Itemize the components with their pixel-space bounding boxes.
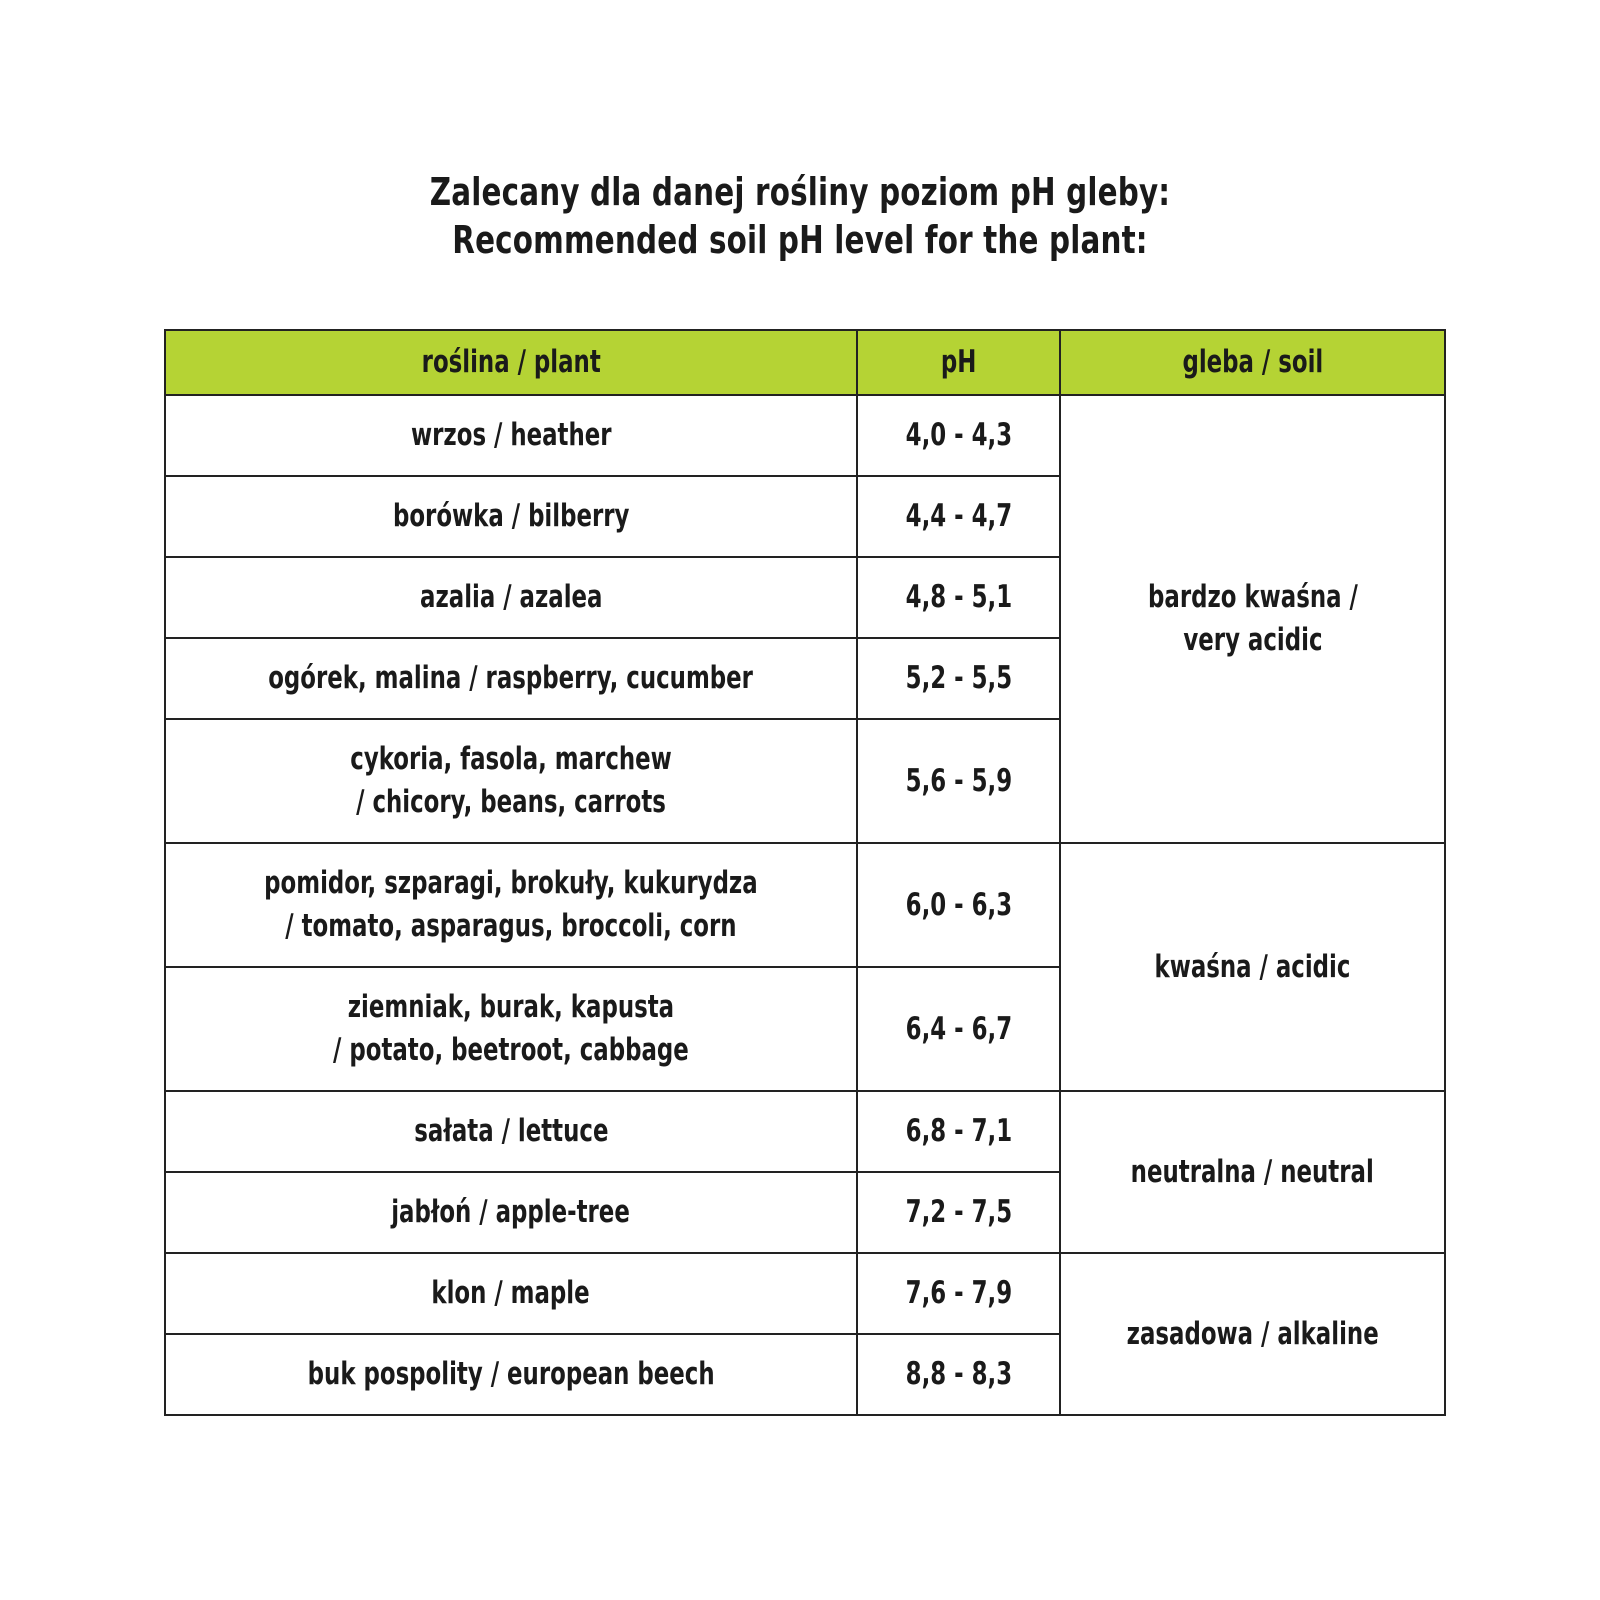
title-line-polish: Zalecany dla danej rośliny poziom pH gleby: xyxy=(429,170,1171,214)
plant-name-line: buk pospolity / european beech xyxy=(307,1356,715,1392)
table-row xyxy=(165,1091,1445,1172)
plant-name-line: sałata / lettuce xyxy=(413,1113,609,1149)
ph-range-cell xyxy=(857,1091,1060,1172)
ph-range-value: 8,8 - 8,3 xyxy=(905,1356,1012,1392)
plant-cell xyxy=(165,967,857,1091)
ph-range-cell xyxy=(857,638,1060,719)
plant-cell xyxy=(165,1091,857,1172)
plant-cell xyxy=(165,719,857,843)
ph-range-value: 4,4 - 4,7 xyxy=(905,498,1012,534)
ph-range-value: 6,0 - 6,3 xyxy=(905,886,1012,923)
plant-name-line: jabłoń / apple-tree xyxy=(391,1194,631,1230)
plant-name-line: borówka / bilberry xyxy=(392,498,630,534)
ph-range-value: 5,2 - 5,5 xyxy=(905,660,1012,696)
soil-type-line: kwaśna / acidic xyxy=(1154,948,1351,985)
plant-cell xyxy=(165,476,857,557)
ph-range-value: 4,0 - 4,3 xyxy=(905,417,1012,453)
soil-type-line: neutralna / neutral xyxy=(1130,1153,1375,1190)
ph-range-cell xyxy=(857,1253,1060,1334)
soil-type-cell xyxy=(1060,1253,1445,1415)
header-ph: pH xyxy=(857,330,1060,395)
ph-range-value: 4,8 - 5,1 xyxy=(905,579,1012,615)
soil-type-cell xyxy=(1060,395,1445,843)
ph-range-cell xyxy=(857,843,1060,967)
ph-range-cell xyxy=(857,476,1060,557)
soil-type-line: bardzo kwaśna / xyxy=(1147,579,1358,615)
table-header-row xyxy=(165,330,1445,395)
plant-cell xyxy=(165,638,857,719)
page-title xyxy=(112,168,1488,264)
ph-range-value: 7,6 - 7,9 xyxy=(905,1275,1012,1311)
plant-name-line: cykoria, fasola, marchew xyxy=(350,741,672,777)
ph-range-value: 6,4 - 6,7 xyxy=(905,1010,1012,1047)
ph-range-cell xyxy=(857,557,1060,638)
ph-range-cell xyxy=(857,1172,1060,1253)
plant-name-line: azalia / azalea xyxy=(419,579,603,615)
soil-ph-table xyxy=(164,329,1446,1416)
plant-name-line: pomidor, szparagi, brokuły, kukurydza xyxy=(264,865,758,901)
plant-cell xyxy=(165,557,857,638)
ph-range-value: 5,6 - 5,9 xyxy=(905,762,1012,799)
plant-cell xyxy=(165,843,857,967)
plant-name-line: / chicory, beans, carrots xyxy=(356,784,666,820)
soil-type-line: zasadowa / alkaline xyxy=(1126,1315,1379,1352)
plant-name-line: ziemniak, burak, kapusta xyxy=(347,989,675,1025)
ph-range-value: 7,2 - 7,5 xyxy=(905,1194,1012,1230)
ph-range-value: 6,8 - 7,1 xyxy=(905,1113,1012,1149)
soil-type-cell xyxy=(1060,1091,1445,1253)
plant-name-line: / potato, beetroot, cabbage xyxy=(333,1032,689,1068)
plant-name-line: / tomato, asparagus, broccoli, corn xyxy=(285,908,737,944)
plant-name-line: wrzos / heather xyxy=(410,417,612,453)
header-soil: gleba / soil xyxy=(1060,330,1445,395)
soil-type-cell xyxy=(1060,843,1445,1091)
title-line-english: Recommended soil pH level for the plant: xyxy=(452,218,1148,262)
plant-name-line: ogórek, malina / raspberry, cucumber xyxy=(268,660,754,696)
plant-cell xyxy=(165,1334,857,1415)
plant-cell xyxy=(165,395,857,476)
header-plant: roślina / plant xyxy=(165,330,857,395)
ph-range-cell xyxy=(857,719,1060,843)
table-row xyxy=(165,1253,1445,1334)
soil-type-line: very acidic xyxy=(1182,622,1323,658)
table-row xyxy=(165,395,1445,476)
plant-name-line: klon / maple xyxy=(431,1275,591,1311)
table-row xyxy=(165,843,1445,967)
plant-cell xyxy=(165,1253,857,1334)
ph-range-cell xyxy=(857,395,1060,476)
ph-range-cell xyxy=(857,967,1060,1091)
ph-range-cell xyxy=(857,1334,1060,1415)
plant-cell xyxy=(165,1172,857,1253)
